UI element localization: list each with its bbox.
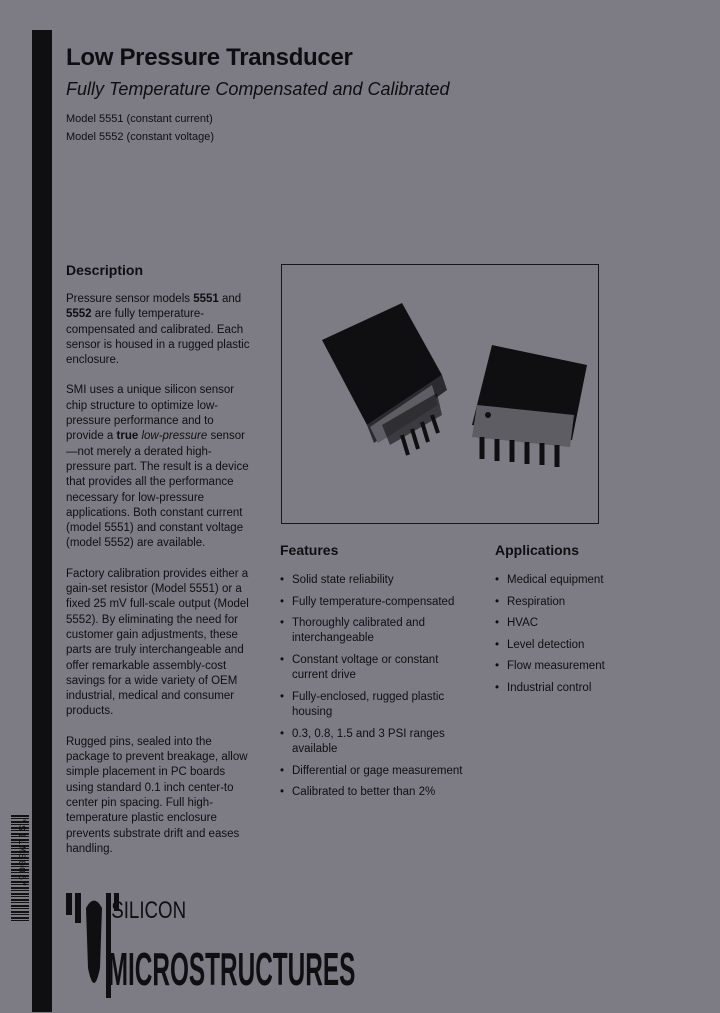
list-item: • HVAC: [495, 616, 675, 631]
list-item: • Thoroughly calibrated and interchangeable: [280, 616, 470, 647]
barcode-text: *SILMS005*: [15, 817, 26, 888]
page-spine-bar: [32, 30, 52, 1012]
description-heading: Description: [66, 262, 144, 278]
description-paragraph: Pressure sensor models 5551 and 5552 are fully temperature-compensated and calibrated. Each sensor is housed in a rugged plastic enclosure.: [66, 293, 250, 367]
list-item: • Medical equipment: [495, 573, 675, 588]
list-item: • Fully-enclosed, rugged plastic housing: [280, 690, 470, 721]
description-paragraph: Factory calibration provides either a gain-set resistor (Model 5551) or a fixed 25 mV full-scale output (Model 5552). By eliminating the need for customer gain adjustments, these parts are truly interchangeable and offer remarkable assembly-cost savings for a wide variety of OEM industrial, medical and consumer products.: [66, 567, 249, 718]
list-item: • Respiration: [495, 595, 675, 610]
list-item: • Differential or gage measurement: [280, 764, 470, 779]
sensor-illustration: [282, 265, 598, 523]
applications-heading: Applications: [495, 542, 580, 558]
list-item: • Fully temperature-compensated: [280, 595, 470, 610]
list-item: • Constant voltage or constant current drive: [280, 653, 470, 684]
applications-list: [495, 573, 675, 703]
silicon-microstructures-logo: [66, 888, 356, 1008]
description-body: [66, 292, 254, 872]
page-title: Low Pressure Transducer: [66, 44, 353, 71]
list-item: • Calibrated to better than 2%: [280, 785, 470, 800]
model-line: Model 5552 (constant voltage): [66, 131, 214, 143]
description-paragraph: Rugged pins, sealed into the package to prevent breakage, allow simple placement in PC boards using standard 0.1 inch center-to center pin spacing. Full high-temperature plastic enclosure prevents substrate drift and eases handling.: [66, 735, 248, 855]
company-logo: [66, 888, 356, 1008]
description-paragraph: SMI uses a unique silicon sensor chip structure to optimize low-pressure performance and to provide a true low-pressure sensor—not merely a derated high-pressure part. The result is a device that provides all the performance necessary for low-pressure applications. Both constant current (model 5551) and constant voltage (model 5552) are available.: [66, 384, 249, 550]
product-photo: [281, 264, 599, 524]
logo-line-1: SILICON: [111, 896, 187, 924]
features-list: [280, 573, 470, 807]
page-subtitle: Fully Temperature Compensated and Calibrated: [66, 79, 450, 99]
model-line: Model 5551 (constant current): [66, 113, 213, 125]
list-item: • Flow measurement: [495, 659, 675, 674]
list-item: • Level detection: [495, 638, 675, 653]
list-item: • Solid state reliability: [280, 573, 470, 588]
logo-line-2: MICROSTRUCTURES: [107, 943, 356, 995]
list-item: • Industrial control: [495, 681, 675, 696]
features-heading: Features: [280, 542, 339, 558]
list-item: • 0.3, 0.8, 1.5 and 3 PSI ranges available: [280, 727, 470, 758]
